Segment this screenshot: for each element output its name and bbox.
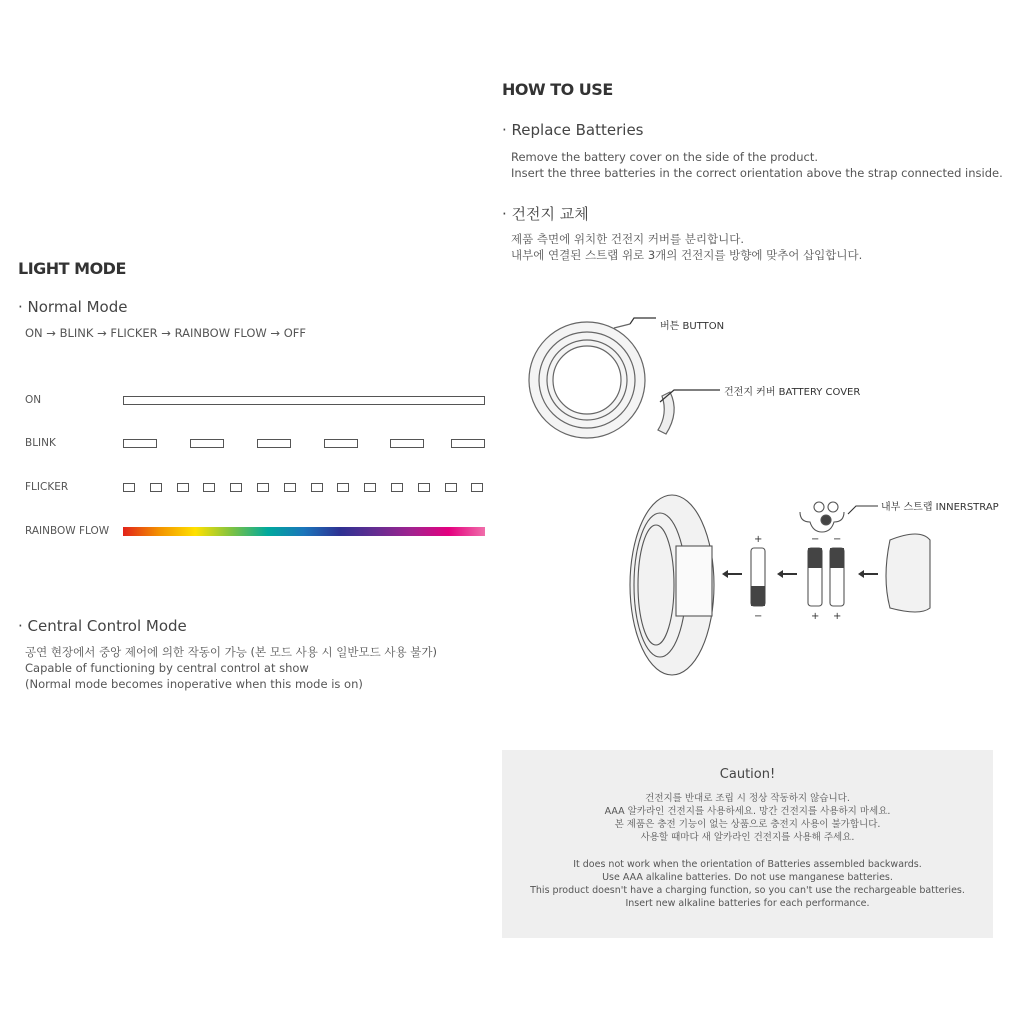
blink-segment [451, 439, 485, 448]
caution-line: Insert new alkaline batteries for each performance. [625, 898, 870, 909]
blink-segment [324, 439, 358, 448]
replace-batteries-heading: · Replace Batteries [502, 121, 644, 139]
plus-sign: + [811, 611, 820, 622]
central-mode-heading: · Central Control Mode [18, 617, 187, 635]
flicker-segment [177, 483, 189, 492]
central-mode-text [25, 644, 437, 692]
caution-line: This product doesn't have a charging function, so you can't use the rechargeable batteries. [530, 885, 965, 896]
plus-sign: + [754, 534, 763, 545]
battery-cover-shape [658, 392, 674, 434]
normal-mode-sequence: ON → BLINK → FLICKER → RAINBOW FLOW → OFF [25, 326, 306, 340]
flicker-segment [471, 483, 483, 492]
inner-strap-label: 내부 스트랩 INNERSTRAP [881, 502, 999, 513]
central-line-en: Capable of functioning by central control at show [25, 661, 309, 675]
caution-en [502, 858, 993, 910]
minus-sign: − [833, 534, 842, 545]
caution-line: 사용할 때마다 새 알카라인 건전지를 사용해 주세요. [640, 832, 855, 843]
blink-segment [123, 439, 157, 448]
battery-replace-heading-ko: · 건전지 교체 [502, 205, 589, 223]
flicker-segment [337, 483, 349, 492]
flicker-segment [311, 483, 323, 492]
replace-batteries-text [511, 149, 1003, 181]
central-line-note: (Normal mode becomes inoperative when this mode is on) [25, 677, 363, 691]
blink-segment [190, 439, 224, 448]
row-label-blink: BLINK [25, 437, 56, 449]
how-to-use-title: HOW TO USE [502, 80, 613, 99]
battery-replace-text-ko [511, 231, 862, 263]
battery-insert-diagram [620, 490, 1020, 680]
row-label-rainbow: RAINBOW FLOW [25, 525, 110, 537]
flicker-segment [123, 483, 135, 492]
instruction-line: Remove the battery cover on the side of the product. [511, 150, 818, 164]
battery-cover [886, 534, 930, 612]
caution-line: 건전지를 반대로 조립 시 정상 작동하지 않습니다. [645, 793, 850, 804]
row-label-on: ON [25, 394, 42, 406]
flicker-segment [364, 483, 376, 492]
on-bar [123, 396, 485, 405]
caution-line: Use AAA alkaline batteries. Do not use manganese batteries. [602, 872, 893, 883]
battery-compartment [676, 546, 712, 616]
battery-cover-label: 건전지 커버 BATTERY COVER [724, 387, 861, 398]
flicker-segment [418, 483, 430, 492]
minus-sign: − [754, 611, 763, 622]
plus-sign: + [833, 611, 842, 622]
flicker-segment [257, 483, 269, 492]
caution-line: AAA 알카라인 건전지를 사용하세요. 망간 건전지를 사용하지 마세요. [604, 806, 891, 817]
instruction-line: Insert the three batteries in the correct orientation above the strap connected inside. [511, 166, 1003, 180]
flicker-segment [391, 483, 403, 492]
ring-diagram [520, 310, 880, 470]
blink-segment [390, 439, 424, 448]
central-line-ko: 공연 현장에서 중앙 제어에 의한 작동이 가능 (본 모드 사용 시 일반모드 사용 불가) [25, 645, 437, 659]
minus-sign: − [811, 534, 820, 545]
row-label-flicker: FLICKER [25, 481, 69, 493]
rainbow-bar [123, 527, 485, 536]
caution-ko [502, 792, 993, 844]
caution-box [502, 750, 993, 938]
flicker-segment [150, 483, 162, 492]
caution-line: 본 제품은 충전 기능이 없는 상품으로 충전지 사용이 불가합니다. [614, 819, 881, 830]
flicker-segment [203, 483, 215, 492]
button-label: 버튼 BUTTON [660, 321, 725, 332]
caution-line: It does not work when the orientation of Batteries assembled backwards. [573, 859, 922, 870]
blink-segment [257, 439, 291, 448]
instruction-line: 내부에 연결된 스트랩 위로 3개의 건전지를 방향에 맞추어 삽입합니다. [511, 248, 863, 262]
instruction-line: 제품 측면에 위치한 건전지 커버를 분리합니다. [511, 232, 745, 246]
caution-title: Caution! [719, 767, 776, 782]
normal-mode-heading: · Normal Mode [18, 298, 128, 316]
flicker-segment [284, 483, 296, 492]
flicker-segment [445, 483, 457, 492]
light-mode-title: LIGHT MODE [18, 259, 126, 278]
flicker-segment [230, 483, 242, 492]
